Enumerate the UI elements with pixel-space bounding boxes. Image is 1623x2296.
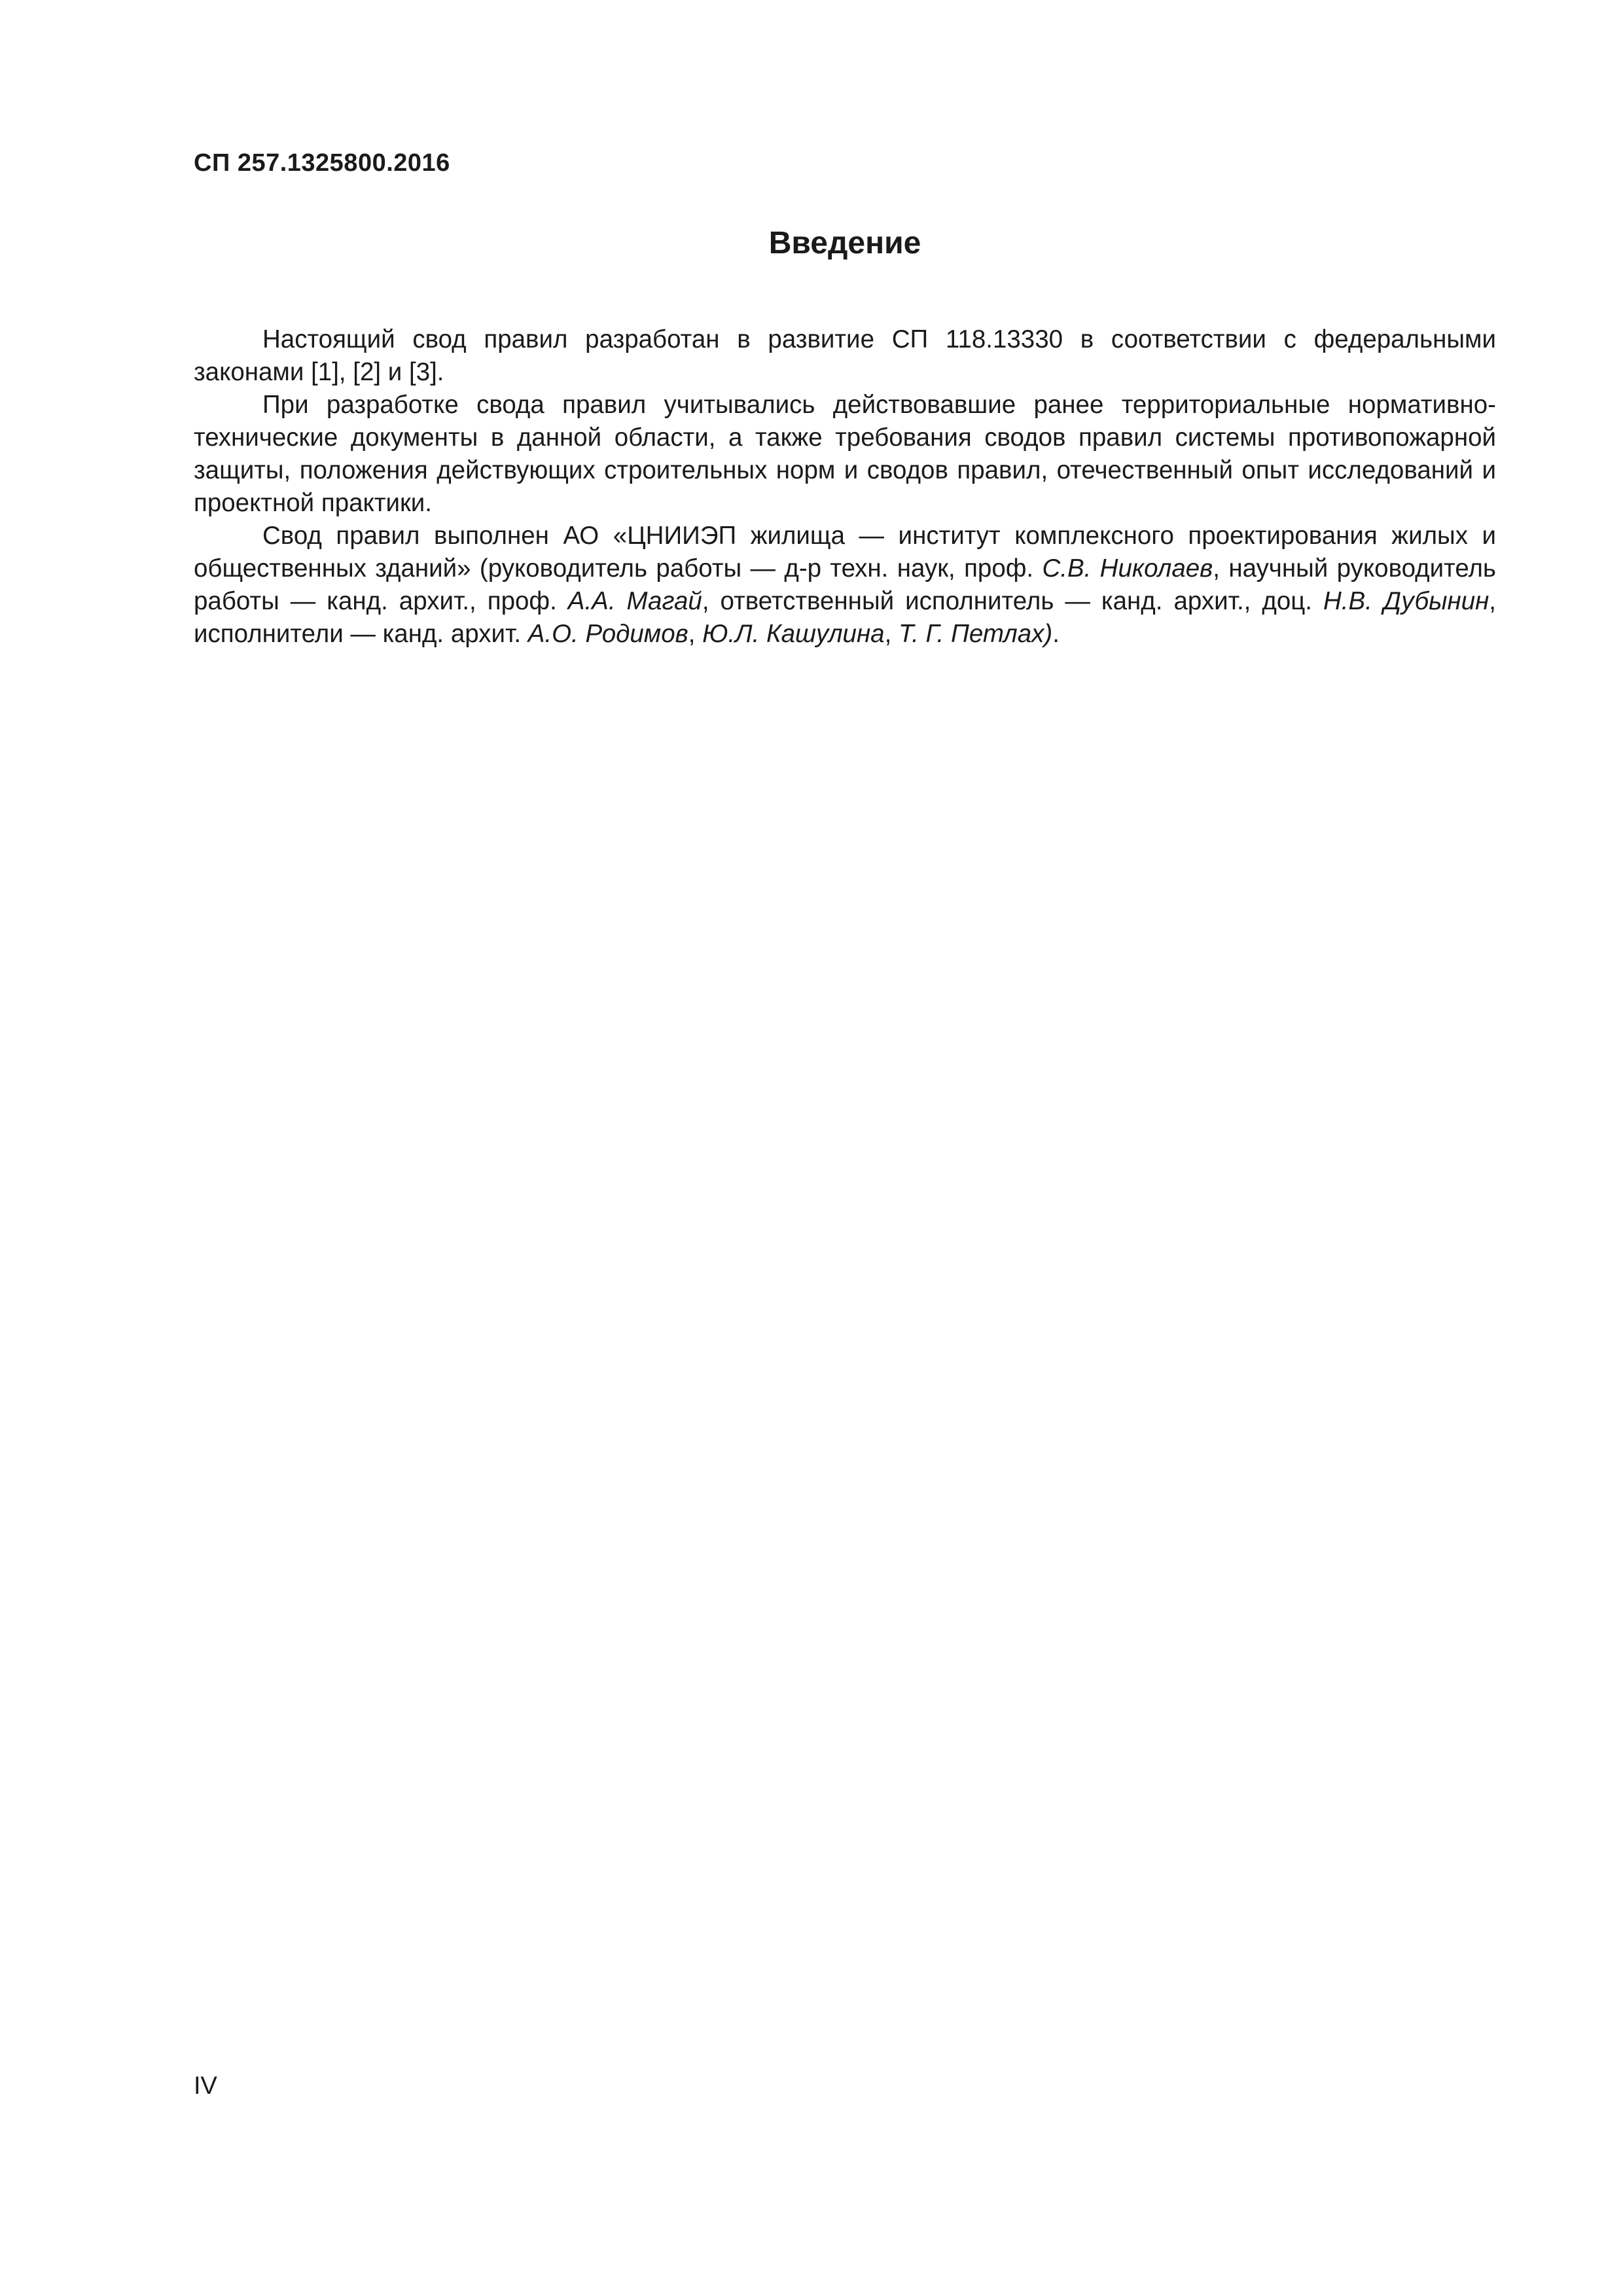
page-number: IV xyxy=(194,2072,217,2100)
text-span: , исполнители — канд. архит. xyxy=(194,587,1496,648)
introduction-body xyxy=(194,323,1496,651)
text-span: , xyxy=(688,620,703,648)
text-span: , научный руководитель работы — канд. архит., проф. xyxy=(194,554,1496,615)
person-name: А.А. Магай xyxy=(567,587,702,615)
paragraph-3 xyxy=(194,520,1496,651)
document-code: СП 257.1325800.2016 xyxy=(194,149,450,177)
text-span: , xyxy=(884,620,899,648)
paragraph-1: Настоящий свод правил разработан в развитие СП 118.13330 в соответствии с федеральными законами [1], [2] и [3]. xyxy=(194,325,1496,386)
text-span: . xyxy=(1052,620,1060,648)
person-name: Ю.Л. Кашулина xyxy=(702,620,885,648)
person-name: А.О. Родимов xyxy=(527,620,688,648)
section-title: Введение xyxy=(768,226,921,260)
text-span: Свод правил выполнен АО «ЦНИИЭП жилища — институт комплексного проектирования жилых и общественных зданий» (руководитель работы — д-р техн. наук, проф. xyxy=(194,522,1496,583)
text-span: , ответственный исполнитель — канд. архит., доц. xyxy=(702,587,1323,615)
paragraph-2: При разработке свода правил учитывались действовавшие ранее территориальные нормативно-технические документы в данной области, а также требования сводов правил системы противопожарной защиты, положения действующих строительных норм и сводов правил, отечественный опыт исследований и проектной практики. xyxy=(194,391,1496,517)
person-name: Н.В. Дубынин xyxy=(1323,587,1489,615)
person-name: С.В. Николаев xyxy=(1042,554,1213,583)
person-name: Т. Г. Петлах) xyxy=(898,620,1053,648)
